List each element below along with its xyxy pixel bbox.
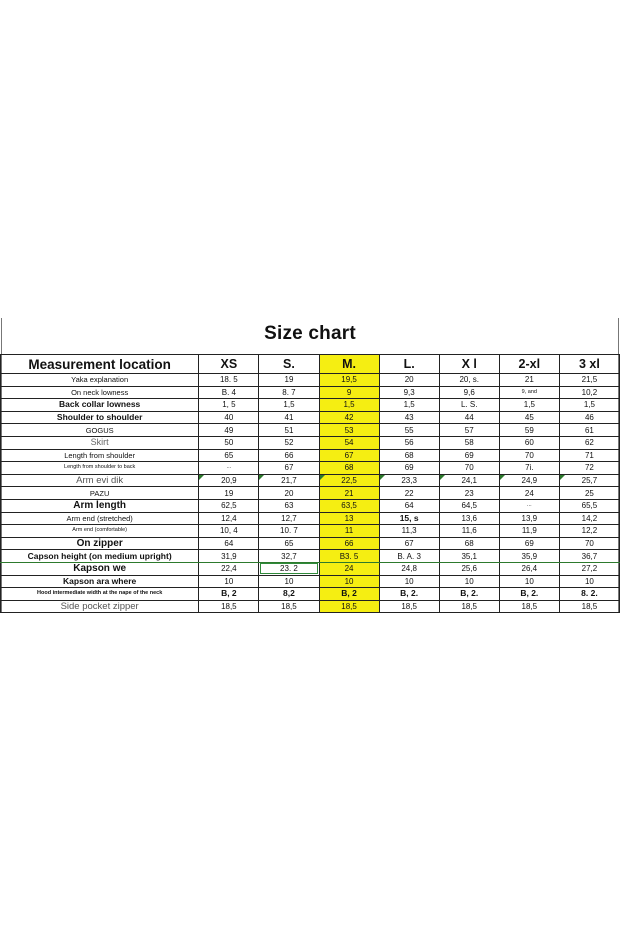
header-xl: X l xyxy=(439,355,499,374)
cell-value: 12,2 xyxy=(559,525,619,538)
cell-value: B, 2. xyxy=(379,588,439,601)
row-label: Capson height (on medium upright) xyxy=(1,550,199,563)
cell-value: 11 xyxy=(319,525,379,538)
cell-value: 64 xyxy=(199,537,259,550)
row-label: Skirt xyxy=(1,436,199,449)
table-row xyxy=(1,588,620,601)
row-label: GOGUS xyxy=(1,424,199,437)
header-s: S. xyxy=(259,355,319,374)
cell-value: 70 xyxy=(499,449,559,462)
row-label: Hood intermediate width at the nape of the neck xyxy=(1,588,199,601)
cell-value: 14,2 xyxy=(559,512,619,525)
cell-value: 20 xyxy=(259,487,319,500)
cell-value: L. S. xyxy=(439,399,499,412)
cell-value: 9,3 xyxy=(379,386,439,399)
cell-value: 19 xyxy=(259,374,319,387)
cell-value: 20,9 xyxy=(199,474,259,487)
cell-value: 20 xyxy=(379,374,439,387)
row-label: PAZU xyxy=(1,487,199,500)
cell-value: 8. 7 xyxy=(259,386,319,399)
cell-value: 24 xyxy=(319,562,379,575)
cell-value: 68 xyxy=(319,462,379,475)
cell-value: 41 xyxy=(259,411,319,424)
cell-value: 64 xyxy=(379,499,439,512)
cell-value: B, 2 xyxy=(319,588,379,601)
cell-value: 69 xyxy=(499,537,559,550)
cell-value: 56 xyxy=(379,436,439,449)
cell-value: 12,4 xyxy=(199,512,259,525)
cell-value: 67 xyxy=(259,462,319,475)
table-row xyxy=(1,449,620,462)
row-label: Kapson ara where xyxy=(1,575,199,588)
header-3xl: 3 xl xyxy=(559,355,619,374)
cell-value: 18,5 xyxy=(379,600,439,613)
cell-value: 10 xyxy=(379,575,439,588)
size-table xyxy=(0,354,620,613)
cell-value: 10 xyxy=(259,575,319,588)
cell-value: 1, 5 xyxy=(199,399,259,412)
row-label: Arm evi dik xyxy=(1,474,199,487)
cell-value: ... xyxy=(199,462,259,475)
cell-value: 10 xyxy=(499,575,559,588)
cell-value: 10 xyxy=(439,575,499,588)
header-2xl: 2-xl xyxy=(499,355,559,374)
cell-value: 21 xyxy=(319,487,379,500)
table-row xyxy=(1,411,620,424)
cell-value: 10 xyxy=(319,575,379,588)
cell-value: 65,5 xyxy=(559,499,619,512)
table-row xyxy=(1,399,620,412)
cell-value: B. A. 3 xyxy=(379,550,439,563)
cell-value: 23,3 xyxy=(379,474,439,487)
cell-value: 26,4 xyxy=(499,562,559,575)
cell-value: 22,4 xyxy=(199,562,259,575)
cell-value: 27,2 xyxy=(559,562,619,575)
cell-value: 19,5 xyxy=(319,374,379,387)
cell-value: 11,6 xyxy=(439,525,499,538)
cell-value: 9, and xyxy=(499,386,559,399)
row-label: Kapson we xyxy=(1,562,199,575)
table-row xyxy=(1,474,620,487)
table-row xyxy=(1,487,620,500)
table-row xyxy=(1,537,620,550)
cell-value: 10. 7 xyxy=(259,525,319,538)
cell-value: 9 xyxy=(319,386,379,399)
table-row xyxy=(1,499,620,512)
cell-value: 23. 2 xyxy=(259,562,319,575)
cell-value: 69 xyxy=(379,462,439,475)
cell-value: ... xyxy=(499,499,559,512)
cell-value: 63,5 xyxy=(319,499,379,512)
row-label: Arm end (comfortable) xyxy=(1,525,199,538)
cell-value: 13,9 xyxy=(499,512,559,525)
cell-value: 13,6 xyxy=(439,512,499,525)
cell-value: B. 4 xyxy=(199,386,259,399)
cell-value: 50 xyxy=(199,436,259,449)
cell-value: 62 xyxy=(559,436,619,449)
cell-value: 45 xyxy=(499,411,559,424)
cell-value: 22,5 xyxy=(319,474,379,487)
cell-value: 54 xyxy=(319,436,379,449)
cell-value: 67 xyxy=(319,449,379,462)
cell-value: 49 xyxy=(199,424,259,437)
cell-value: 57 xyxy=(439,424,499,437)
table-row xyxy=(1,436,620,449)
header-row xyxy=(1,355,620,374)
cell-value: 65 xyxy=(199,449,259,462)
cell-value: 18,5 xyxy=(319,600,379,613)
cell-value: B, 2. xyxy=(499,588,559,601)
header-l: L. xyxy=(379,355,439,374)
cell-value: 24,9 xyxy=(499,474,559,487)
cell-value: 69 xyxy=(439,449,499,462)
cell-value: B, 2. xyxy=(439,588,499,601)
cell-value: B3. 5 xyxy=(319,550,379,563)
cell-value: 10,2 xyxy=(559,386,619,399)
cell-value: 24,8 xyxy=(379,562,439,575)
row-label: Length from shoulder to back xyxy=(1,462,199,475)
cell-value: 11,3 xyxy=(379,525,439,538)
cell-value: 24 xyxy=(499,487,559,500)
cell-value: 1,5 xyxy=(319,399,379,412)
cell-value: 60 xyxy=(499,436,559,449)
cell-value: 20, s. xyxy=(439,374,499,387)
cell-value: 21,5 xyxy=(559,374,619,387)
table-row xyxy=(1,424,620,437)
cell-value: B, 2 xyxy=(199,588,259,601)
cell-value: 1,5 xyxy=(259,399,319,412)
cell-value: 7i. xyxy=(499,462,559,475)
cell-value: 61 xyxy=(559,424,619,437)
cell-value: 23 xyxy=(439,487,499,500)
cell-value: 19 xyxy=(199,487,259,500)
cell-value: 18. 5 xyxy=(199,374,259,387)
cell-value: 58 xyxy=(439,436,499,449)
cell-value: 62,5 xyxy=(199,499,259,512)
table-row xyxy=(1,512,620,525)
cell-value: 31,9 xyxy=(199,550,259,563)
table-row xyxy=(1,550,620,563)
cell-value: 21,7 xyxy=(259,474,319,487)
header-measurement-location: Measurement location xyxy=(1,355,199,374)
cell-value: 40 xyxy=(199,411,259,424)
cell-value: 18,5 xyxy=(199,600,259,613)
chart-title: Size chart xyxy=(264,323,356,344)
row-label: Yaka explanation xyxy=(1,374,199,387)
row-label: Side pocket zipper xyxy=(1,600,199,613)
cell-value: 36,7 xyxy=(559,550,619,563)
cell-value: 59 xyxy=(499,424,559,437)
cell-value: 35,1 xyxy=(439,550,499,563)
row-label: Back collar lowness xyxy=(1,399,199,412)
cell-value: 42 xyxy=(319,411,379,424)
cell-value: 35,9 xyxy=(499,550,559,563)
cell-value: 9,6 xyxy=(439,386,499,399)
table-row xyxy=(1,562,620,575)
cell-value: 67 xyxy=(379,537,439,550)
cell-value: 1,5 xyxy=(499,399,559,412)
cell-value: 18,5 xyxy=(439,600,499,613)
cell-value: 22 xyxy=(379,487,439,500)
cell-value: 70 xyxy=(439,462,499,475)
cell-value: 13 xyxy=(319,512,379,525)
cell-value: 10 xyxy=(199,575,259,588)
cell-value: 11,9 xyxy=(499,525,559,538)
table-row xyxy=(1,600,620,613)
row-label: On zipper xyxy=(1,537,199,550)
header-xs: XS xyxy=(199,355,259,374)
cell-value: 1,5 xyxy=(559,399,619,412)
cell-value: 8. 2. xyxy=(559,588,619,601)
cell-value: 51 xyxy=(259,424,319,437)
cell-value: 25,6 xyxy=(439,562,499,575)
row-label: Shoulder to shoulder xyxy=(1,411,199,424)
row-label: On neck lowness xyxy=(1,386,199,399)
cell-value: 53 xyxy=(319,424,379,437)
cell-value: 65 xyxy=(259,537,319,550)
table-row xyxy=(1,462,620,475)
cell-value: 32,7 xyxy=(259,550,319,563)
cell-value: 46 xyxy=(559,411,619,424)
cell-value: 70 xyxy=(559,537,619,550)
cell-value: 25 xyxy=(559,487,619,500)
cell-value: 12,7 xyxy=(259,512,319,525)
cell-value: 72 xyxy=(559,462,619,475)
table-row xyxy=(1,575,620,588)
cell-value: 24,1 xyxy=(439,474,499,487)
cell-value: 18,5 xyxy=(559,600,619,613)
cell-value: 63 xyxy=(259,499,319,512)
cell-value: 25,7 xyxy=(559,474,619,487)
cell-value: 52 xyxy=(259,436,319,449)
row-label: Length from shoulder xyxy=(1,449,199,462)
cell-value: 10, 4 xyxy=(199,525,259,538)
cell-value: 10 xyxy=(559,575,619,588)
cell-value: 8,2 xyxy=(259,588,319,601)
cell-value: 21 xyxy=(499,374,559,387)
cell-value: 66 xyxy=(319,537,379,550)
cell-value: 15, s xyxy=(379,512,439,525)
row-label: Arm length xyxy=(1,499,199,512)
cell-value: 66 xyxy=(259,449,319,462)
cell-value: 43 xyxy=(379,411,439,424)
cell-value: 64,5 xyxy=(439,499,499,512)
cell-value: 71 xyxy=(559,449,619,462)
cell-value: 68 xyxy=(379,449,439,462)
table-row xyxy=(1,374,620,387)
cell-value: 18,5 xyxy=(499,600,559,613)
row-label: Arm end (stretched) xyxy=(1,512,199,525)
table-row xyxy=(1,525,620,538)
cell-value: 18,5 xyxy=(259,600,319,613)
table-row xyxy=(1,386,620,399)
header-m: M. xyxy=(319,355,379,374)
cell-value: 44 xyxy=(439,411,499,424)
cell-value: 68 xyxy=(439,537,499,550)
cell-value: 55 xyxy=(379,424,439,437)
cell-value: 1,5 xyxy=(379,399,439,412)
